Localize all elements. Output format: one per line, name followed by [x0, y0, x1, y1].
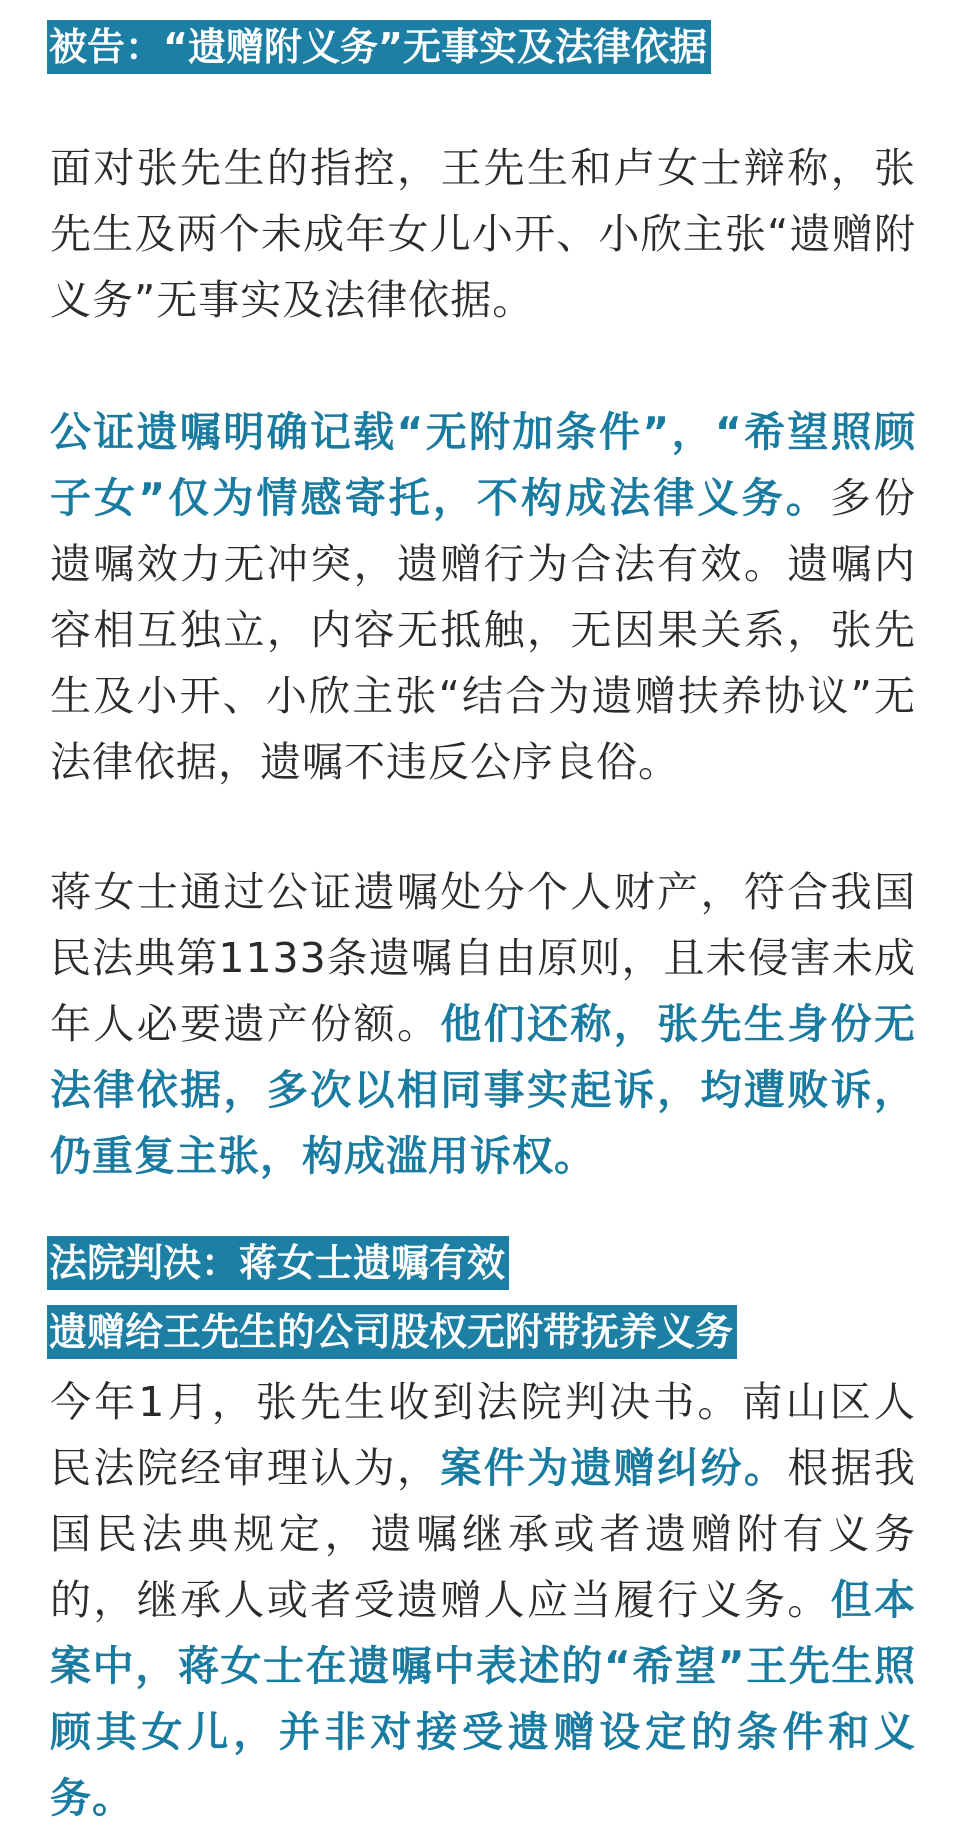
text-run: 面对张先生的指控，王先生和卢女士辩称，张先生及两个未成年女儿小开、小欣主张“遗赠附义务”无事实及法律依据。: [50, 144, 916, 324]
highlighted-text-run: 案件为遗赠纠纷。: [440, 1444, 788, 1492]
section-heading-court-line-2: 遗赠给王先生的公司股权无附带抚养义务: [47, 1305, 737, 1359]
paragraph-defense-1: [50, 135, 916, 333]
highlighted-text-run: 但本案中，蒋女士在遗嘱中表述的“希望”王先生照顾其女儿，并非对接受遗赠设定的条件和义务。: [50, 1576, 917, 1822]
paragraph-defense-3: [50, 859, 916, 1189]
paragraph-defense-2: [50, 399, 916, 795]
section-heading-court-line-1: 法院判决：蒋女士遗嘱有效: [47, 1236, 509, 1290]
text-run: 多份遗嘱效力无冲突，遗赠行为合法有效。遗嘱内容相互独立，内容无抵触，无因果关系，张先生及小开、小欣主张“结合为遗赠扶养协议”无法律依据，遗嘱不违反公序良俗。: [50, 474, 916, 786]
text-run: 根据我国民法典规定，遗嘱继承或者遗赠附有义务的，继承人或者受遗赠人应当履行义务。: [50, 1444, 917, 1624]
highlighted-text-run: 他们还称，张先生身份无法律依据，多次以相同事实起诉，均遭败诉，仍重复主张，构成滥用诉权。: [50, 1000, 917, 1180]
text-run: 蒋女士通过公证遗嘱处分个人财产，符合我国民法典第1133条遗嘱自由原则，且未侵害未成年人必要遗产份额。: [50, 868, 916, 1048]
highlighted-text-run: 公证遗嘱明确记载“无附加条件”，“希望照顾子女”仅为情感寄托，不构成法律义务。: [50, 408, 916, 522]
text-run: 今年1月，张先生收到法院判决书。南山区人民法院经审理认为，: [50, 1378, 916, 1492]
paragraph-court-ruling: [50, 1369, 916, 1831]
section-heading-defendant: 被告：“遗赠附义务”无事实及法律依据: [47, 20, 711, 74]
